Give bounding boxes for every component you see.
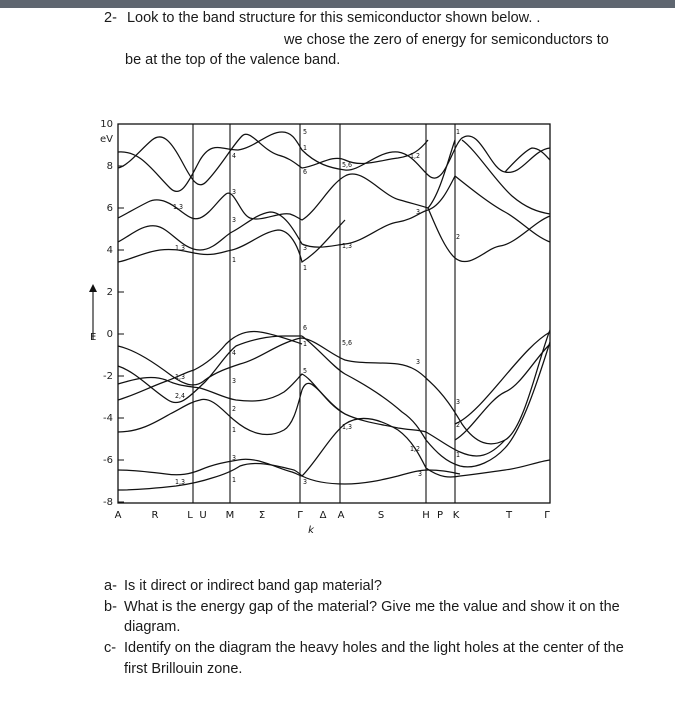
degeneracy-label: 5 [303,367,308,375]
band-curve [118,134,428,184]
degeneracy-label: 3 [232,188,237,196]
y-tick-labels [100,119,113,508]
band-curve [118,336,302,403]
band-curve [118,132,550,191]
question-text: Is it direct or indirect band gap material? [124,578,382,594]
degeneracy-label: 1,3 [342,242,353,250]
degeneracy-label: 4 [232,152,237,160]
degeneracy-label: 3 [303,244,308,252]
question-intro-line1: Look to the band structure for this semiconductor shown below. . [126,10,541,26]
k-point-label: H [422,510,430,521]
question-label: c- [104,640,117,657]
y-axis-label: E [90,332,97,343]
k-point-labels [115,510,551,536]
band-curve [455,332,550,424]
degeneracy-label: 1 [232,256,237,264]
degeneracy-label: 5,6 [342,161,353,169]
k-point-label: P [436,510,444,521]
band-curve [428,208,550,262]
band-curve [118,330,550,444]
k-point-label: Γ [297,510,303,521]
chart-frame [118,124,550,503]
k-point-label: U [199,510,207,521]
y-tick-label: 0 [106,329,113,340]
band-curve [462,140,550,214]
degeneracy-label: 6 [303,324,308,332]
degeneracy-label: 1 [456,128,461,136]
degeneracy-label: 1,2 [410,445,421,453]
y-tick-label: -8 [103,497,113,508]
degeneracy-label: 2 [232,405,237,413]
y-unit-label: eV [100,134,113,145]
k-point-label: K [452,510,460,521]
band-curve [118,374,505,456]
band-curve [505,148,550,172]
y-tick-label: 4 [106,245,113,256]
degeneracy-label: 1,2 [410,152,421,160]
question-intro-line3: be at the top of the valence band. [125,52,341,68]
degeneracy-label: 3 [232,454,237,462]
degeneracy-label: 6 [303,168,308,176]
question-item-a [104,576,644,597]
question-item-b [104,597,644,638]
degeneracy-label: 3 [232,377,237,385]
y-tick-label: -6 [103,455,113,466]
question-text: What is the energy gap of the material? Give me the value and show it on the diagram. [124,598,620,636]
degeneracy-label: 2 [456,233,461,241]
y-tick-label: -2 [103,371,113,382]
band-curve [302,470,460,484]
k-point-label: Σ [258,510,266,521]
y-tick-label: 2 [106,287,113,298]
degeneracy-label: 4 [232,349,237,357]
degeneracy-label: 3 [232,216,237,224]
degeneracy-label: 1 [303,144,308,152]
question-label: b- [104,598,117,615]
degeneracy-label: 1,3 [175,373,186,381]
k-point-label: S [377,510,385,521]
band-curve [118,463,302,490]
k-point-label: Γ [544,510,550,521]
degeneracy-label: 1 [232,426,237,434]
degeneracy-label: 1 [232,476,237,484]
question-intro-line2: we chose the zero of energy for semiconductors to [284,32,609,48]
degeneracy-label: 2,4 [175,392,186,400]
k-point-label: L [187,510,193,521]
k-point-label: M [225,510,235,521]
degeneracy-label: 1 [303,264,308,272]
y-tick-label: 10 [100,119,113,130]
k-point-label: A [337,510,345,521]
degeneracy-label: 5 [303,128,308,136]
degeneracy-label: 5,6 [342,339,353,347]
k-point-label: T [505,510,513,521]
band-curve [118,418,550,477]
degeneracy-label: 1 [456,451,461,459]
question-text: Identify on the diagram the heavy holes and the light holes at the center of the first Brillouin zone. [124,640,624,677]
degeneracy-labels [173,128,460,486]
question-number: 2- [104,10,117,26]
degeneracy-label: 3 [456,398,461,406]
k-point-label: R [151,510,159,521]
band-curve [118,140,455,220]
degeneracy-label: 1,3 [342,423,353,431]
degeneracy-label: 1,3 [173,203,184,211]
degeneracy-label: 3 [418,470,423,478]
question-item-c [104,638,644,679]
degeneracy-label: 1,3 [175,478,186,486]
degeneracy-label: 1 [303,340,308,348]
band-curve [455,344,550,440]
y-tick-label: 6 [106,203,113,214]
y-axis [118,124,124,502]
y-tick-label: 8 [106,161,113,172]
degeneracy-label: 3 [303,478,308,486]
question-label: a- [104,578,117,594]
y-tick-label: -4 [103,413,113,424]
degeneracy-label: 3 [416,358,421,366]
k-point-label: A [114,510,122,521]
k-point-label: Δ [319,510,327,521]
degeneracy-label: 3 [416,208,421,216]
degeneracy-label: 2 [456,421,461,429]
question-list [104,576,644,680]
energy-arrow [89,284,97,343]
x-axis-label: k [308,525,314,536]
degeneracy-label: 1,3 [175,244,186,252]
band-curve [118,332,302,401]
